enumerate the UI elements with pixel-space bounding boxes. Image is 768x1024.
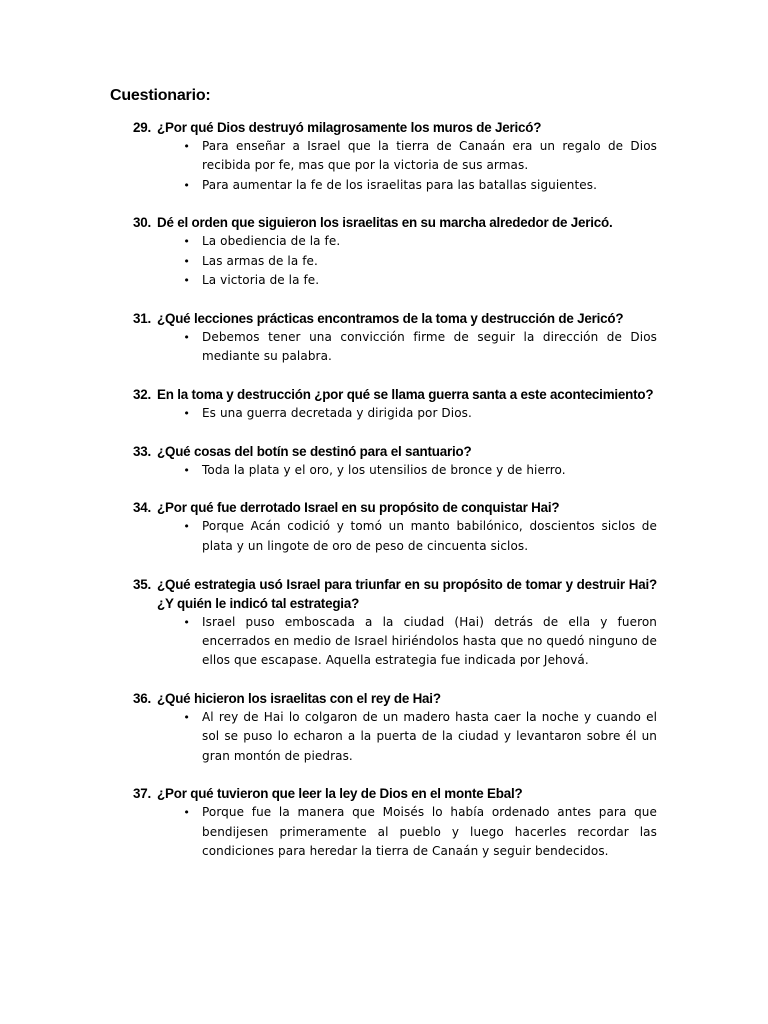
question-text: ¿Qué lecciones prácticas encontramos de la toma y destrucción de Jericó?: [157, 310, 624, 326]
question-item: [133, 575, 657, 671]
answer-text: Israel puso emboscada a la ciudad (Hai) detrás de ella y fueron encerrados en medio de Israel hiriéndolos hasta que no quedó ninguno de ellos que escapase. Aquella estrategia fue indicada por Jehová.: [202, 614, 657, 668]
question-text: ¿Qué hicieron los israelitas con el rey de Hai?: [157, 690, 441, 706]
answer-text: La obediencia de la fe.: [202, 234, 341, 249]
question-text: ¿Por qué Dios destruyó milagrosamente los muros de Jericó?: [157, 120, 542, 135]
answer-text: Es una guerra decretada y dirigida por Dios.: [202, 405, 472, 420]
question-heading: [133, 784, 657, 803]
question-text: ¿Qué cosas del botín se destinó para el santuario?: [157, 443, 472, 459]
answer-text: Para enseñar a Israel que la tierra de Canaán era un regalo de Dios recibida por fe, mas que por la victoria de sus armas.: [202, 139, 657, 173]
bullet-icon: •: [183, 178, 190, 192]
answer-item: [133, 137, 657, 176]
question-item: [133, 118, 657, 195]
question-text: ¿Por qué fue derrotado Israel en su propósito de conquistar Hai?: [157, 500, 560, 516]
bullet-icon: •: [183, 235, 190, 249]
bullet-icon: •: [183, 615, 190, 629]
question-heading: [133, 118, 657, 137]
answer-item: [133, 708, 657, 766]
question-item: [133, 689, 657, 766]
question-text: ¿Por qué tuvieron que leer la ley de Dios en el monte Ebal?: [157, 786, 523, 802]
question-text: Dé el orden que siguieron los israelitas en su marcha alrededor de Jericó.: [157, 215, 613, 231]
answer-item: [133, 461, 657, 480]
answer-text: Porque fue la manera que Moisés lo había ordenado antes para que bendijesen primeramente al pueblo y luego hacerles recordar las condiciones para heredar la tierra de Canaán y seguir bendecidos.: [202, 805, 657, 858]
answer-list: [133, 803, 657, 861]
question-text: ¿Qué estrategia usó Israel para triunfar en su propósito de tomar y destruir Hai? ¿Y quién le indicó tal estrategia?: [157, 576, 657, 611]
question-heading: [133, 575, 657, 613]
answer-list: [133, 137, 657, 195]
answer-item: [133, 232, 657, 251]
document-title: Cuestionario:: [110, 87, 211, 104]
answer-item: [133, 803, 657, 861]
question-item: [133, 784, 657, 861]
answer-text: Para aumentar la fe de los israelitas para las batallas siguientes.: [202, 177, 598, 192]
question-heading: [133, 689, 657, 708]
question-heading: [133, 498, 657, 517]
answer-text: Toda la plata y el oro, y los utensilios de bronce y de hierro.: [202, 462, 566, 477]
answer-text: Al rey de Hai lo colgaron de un madero hasta caer la noche y cuando el sol se puso lo echaron a la puerta de la ciudad y levantaron sobre él un gran montón de piedras.: [202, 709, 657, 763]
question-number: 35.: [133, 576, 152, 592]
answer-list: [133, 328, 657, 367]
answer-list: [133, 461, 657, 480]
bullet-icon: •: [183, 463, 190, 477]
question-number: 33.: [133, 443, 152, 459]
answer-item: [133, 328, 657, 367]
answer-item: [133, 613, 657, 671]
question-heading: [133, 213, 657, 232]
answer-text: Las armas de la fe.: [202, 253, 318, 268]
answer-item: [133, 517, 657, 556]
answer-text: Debemos tener una convicción firme de seguir la dirección de Dios mediante su palabra.: [202, 329, 657, 364]
bullet-icon: •: [183, 273, 190, 287]
bullet-icon: •: [183, 806, 190, 820]
question-heading: [133, 309, 657, 328]
answer-item: [133, 252, 657, 271]
question-number: 37.: [133, 786, 152, 802]
answer-list: [133, 232, 657, 290]
bullet-icon: •: [183, 254, 190, 268]
question-heading: [133, 442, 657, 461]
answer-item: [133, 271, 657, 290]
answer-list: [133, 613, 657, 671]
bullet-icon: •: [183, 406, 190, 420]
question-number: 34.: [133, 500, 152, 516]
bullet-icon: •: [183, 140, 190, 153]
question-number: 32.: [133, 386, 152, 402]
question-item: [133, 213, 657, 290]
question-number: 31.: [133, 310, 152, 326]
answer-list: [133, 404, 657, 423]
question-number: 29.: [133, 120, 152, 135]
questions-list: [133, 118, 657, 880]
question-number: 36.: [133, 690, 152, 706]
question-item: [133, 309, 657, 367]
question-item: [133, 385, 657, 423]
answer-list: [133, 708, 657, 766]
bullet-icon: •: [183, 520, 190, 534]
question-heading: [133, 385, 657, 404]
bullet-icon: •: [183, 710, 190, 724]
answer-text: La victoria de la fe.: [202, 272, 320, 287]
answer-item: [133, 404, 657, 423]
question-item: [133, 498, 657, 556]
answer-item: [133, 176, 657, 195]
question-text: En la toma y destrucción ¿por qué se llama guerra santa a este acontecimiento?: [157, 386, 654, 402]
answer-list: [133, 517, 657, 556]
question-number: 30.: [133, 215, 152, 231]
answer-text: Porque Acán codició y tomó un manto babilónico, doscientos siclos de plata y un lingote de oro de peso de cincuenta siclos.: [202, 519, 657, 553]
question-item: [133, 442, 657, 480]
bullet-icon: •: [183, 330, 190, 344]
